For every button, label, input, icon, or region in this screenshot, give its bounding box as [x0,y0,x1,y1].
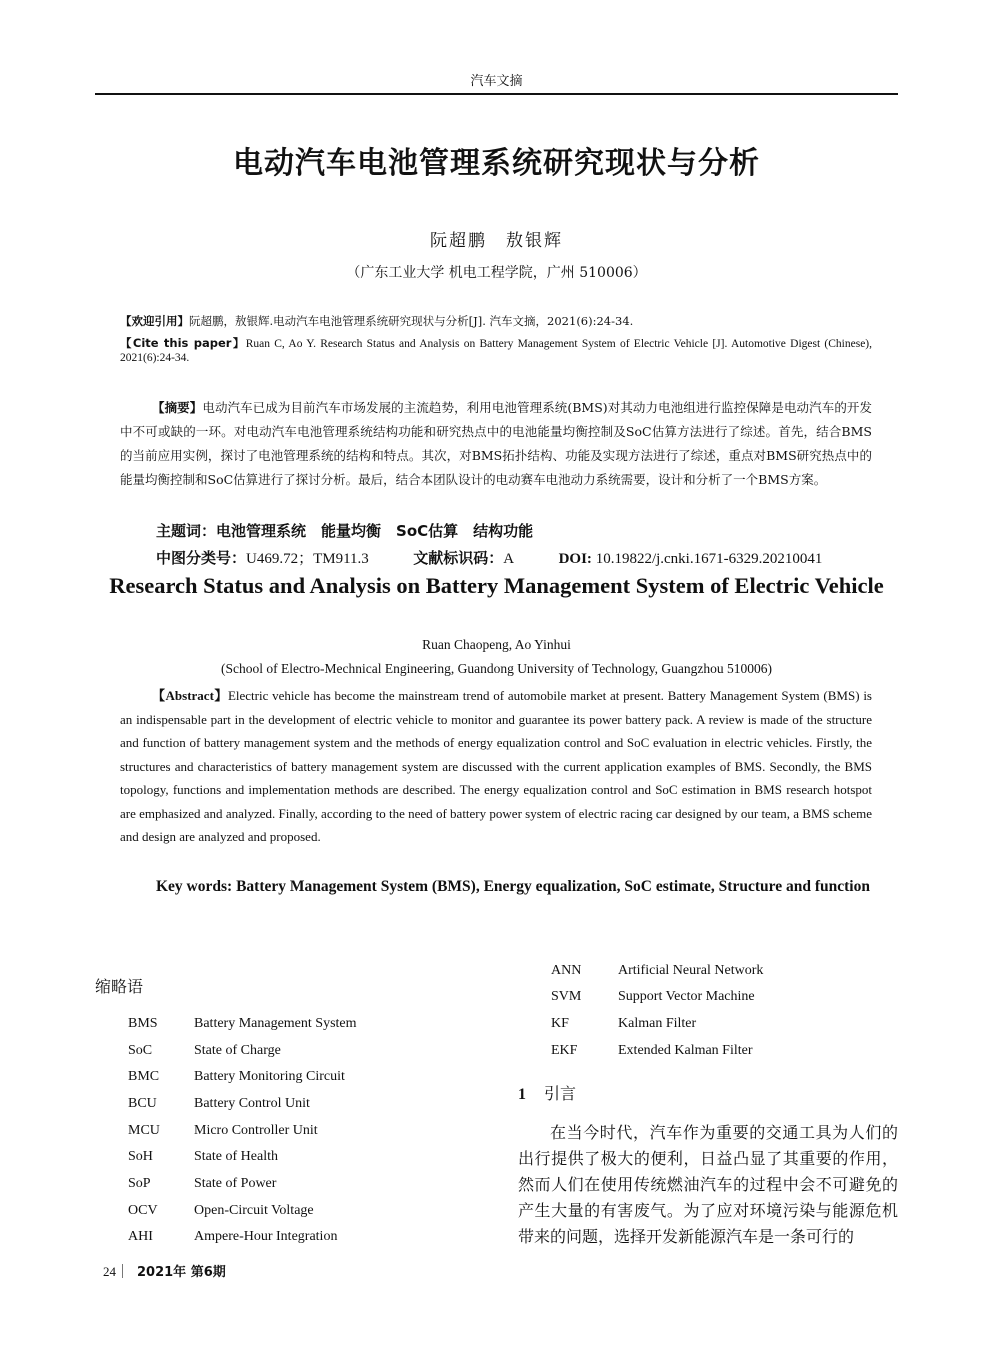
keywords-cn-label: 主题词： [156,522,217,540]
english-keywords-label: Key words: [156,878,233,895]
english-keywords-text: Battery Management System (BMS), Energy equalization, SoC estimate, Structure and function [236,878,870,895]
abbr-full: Ampere-Hour Integration [194,1229,338,1244]
abbr-full: Battery Monitoring Circuit [194,1069,345,1084]
doi-label: DOI: [558,551,596,567]
cn-abstract [120,396,872,492]
journal-header: 汽车文摘 [470,74,523,89]
abbr-key: BMC [128,1069,160,1084]
abbr-full: Kalman Filter [618,1016,697,1031]
keywords-cn-text: 电池管理系统 能量均衡 SoC估算 结构功能 [216,522,534,540]
classification-line [156,547,822,568]
citation-en [120,336,872,365]
abbr-key: AHI [128,1229,153,1244]
english-keywords [120,874,872,900]
abbr-key: OCV [128,1203,158,1218]
cn-abstract-text: 电动汽车已成为目前汽车市场发展的主流趋势，利用电池管理系统(BMS)对其动力电池组进行监控保障是电动汽车的开发中不可或缺的一环。对电动汽车电池管理系统结构功能和研究热点中的电池能量均衡控制及SoC估算方法进行了综述。首先，结合BMS的当前应用实例，探讨了电池管理系统的结构和特点。其次，对BMS拓扑结构、功能及实现方法进行了综述，重点对BMS研究热点中的能量均衡控制和SoC估算进行了探讨分析。最后，结合本团队设计的电动赛车电池动力系统需要，设计和分析了一个BMS方案。 [120,400,872,487]
doc-code-value: A [503,551,515,567]
citation-cn-text: 阮超鹏，敖银辉.电动汽车电池管理系统研究现状与分析[J]. 汽车文摘，2021(6):24-34. [189,314,634,328]
intro-title: 引言 [544,1084,577,1103]
cn-abstract-label: 【摘要】 [152,400,203,415]
abbr-key: SoP [128,1176,151,1191]
english-affiliation: (School of Electro-Mechnical Engineering, Guandong University of Technology, Guangzhou 510006) [221,661,772,676]
intro-paragraph: 在当今时代，汽车作为重要的交通工具为人们的出行提供了极大的便利，日益凸显了其重要的作用，然而人们在使用传统燃油汽车的过程中会不可避免的产生大量的有害废气。为了应对环境污染与能源危机带来的问题，选择开发新能源汽车是一条可行的 [518,1123,898,1246]
clc-label: 中图分类号： [156,549,247,567]
abbr-key: SVM [551,989,582,1004]
footer-divider [122,1264,123,1278]
abbr-key: SoH [128,1149,153,1164]
abbr-key: KF [551,1016,569,1031]
abbr-full: State of Health [194,1149,278,1164]
doi-value: 10.19822/j.cnki.1671-6329.20210041 [595,551,823,567]
doc-code-label: 文献标识码： [413,549,504,567]
english-title: Research Status and Analysis on Battery Management System of Electric Vehicle [109,573,884,598]
page-footer [103,1261,226,1280]
abbr-full: Open-Circuit Voltage [194,1203,314,1218]
citation-cn-label: 【欢迎引用】 [120,314,189,328]
abbr-key: EKF [551,1043,578,1058]
abbreviations-heading: 缩略语 [95,977,144,996]
abbr-full: Artificial Neural Network [618,963,764,978]
abbr-full: Extended Kalman Filter [618,1043,753,1058]
abbr-full: Battery Management System [194,1016,357,1031]
keywords-cn [156,520,533,541]
abbr-key: SoC [128,1043,153,1058]
intro-number: 1 [518,1086,526,1103]
english-abstract [120,684,872,849]
abbr-key: BMS [128,1016,158,1031]
issue-label: 2021年 第6期 [137,1265,226,1280]
authors: 阮超鹏 敖银辉 [430,231,563,251]
page-number: 24 [103,1264,116,1279]
abbr-key: MCU [128,1123,160,1138]
page-title: 电动汽车电池管理系统研究现状与分析 [233,146,760,181]
affiliation: （广东工业大学 机电工程学院，广州 510006） [346,265,647,281]
abbr-full: State of Charge [194,1043,281,1058]
abbr-full: State of Power [194,1176,277,1191]
citation-en-label: 【Cite this paper】 [120,336,246,350]
english-abstract-text: Electric vehicle has become the mainstream trend of automobile market at present. Battery Management System (BMS) is an indispensable part in the development of electric vehicle to monitor and guarantee its power battery pack. A review is made of the structure and function of battery management system and the methods of energy equalization control and SoC evaluation in electric vehicles. Firstly, the structures and characteristics of battery management system are discussed with the current application examples of BMS. Secondly, the BMS topology, functions and implementation methods are described. The energy equalization control and SoC estimation in BMS research hotspot are emphasized and analyzed. Finally, according to the need of battery power system of electric racing car designed by our team, a BMS scheme and design are analyzed and proposed. [120,688,872,844]
abbr-key: ANN [551,963,582,978]
abbr-full: Battery Control Unit [194,1096,310,1111]
abbr-full: Micro Controller Unit [194,1123,318,1138]
abbr-full: Support Vector Machine [618,989,755,1004]
english-authors: Ruan Chaopeng, Ao Yinhui [422,637,571,652]
abbr-key: BCU [128,1096,157,1111]
citation-cn [120,314,872,328]
english-abstract-label: 【Abstract】 [152,688,228,703]
intro-heading [518,1081,576,1104]
citation-en-text: Ruan C, Ao Y. Research Status and Analysis on Battery Management System of Electric Vehicle [J]. Automotive Digest (Chinese), 2021(6):24-34. [120,338,872,364]
header-rule [95,93,898,95]
clc-value: U469.72；TM911.3 [246,551,369,567]
